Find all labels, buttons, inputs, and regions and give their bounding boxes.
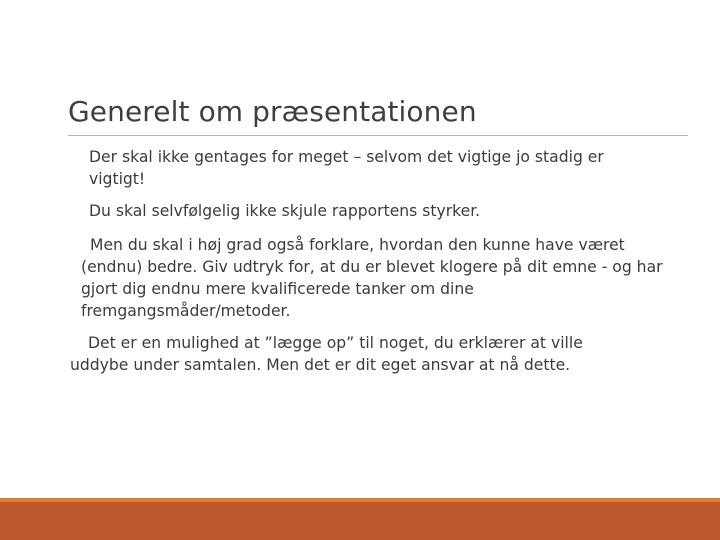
paragraph-3: Men du skal i høj grad også forklare, hvordan den kunne have været (endnu) bedre. Giv udtryk for, at du er blevet klogere på dit emne - og har gjort dig endnu mere kvalificerede tanker om dine fremgangsmåder/metoder. <box>81 236 663 320</box>
footer-accent-bar <box>0 502 720 540</box>
paragraph-1: Der skal ikke gentages for meget – selvom det vigtige jo stadig er vigtigt! <box>89 148 604 188</box>
paragraph-4: Det er en mulighed at ”lægge op” til noget, du erklærer at ville uddybe under samtalen. Men det er dit eget ansvar at nå dette. <box>70 334 583 374</box>
slide-title: Generelt om præsentationen <box>68 95 477 128</box>
title-divider <box>68 135 688 136</box>
paragraph-2: Du skal selvfølgelig ikke skjule rapportens styrker. <box>89 202 481 220</box>
